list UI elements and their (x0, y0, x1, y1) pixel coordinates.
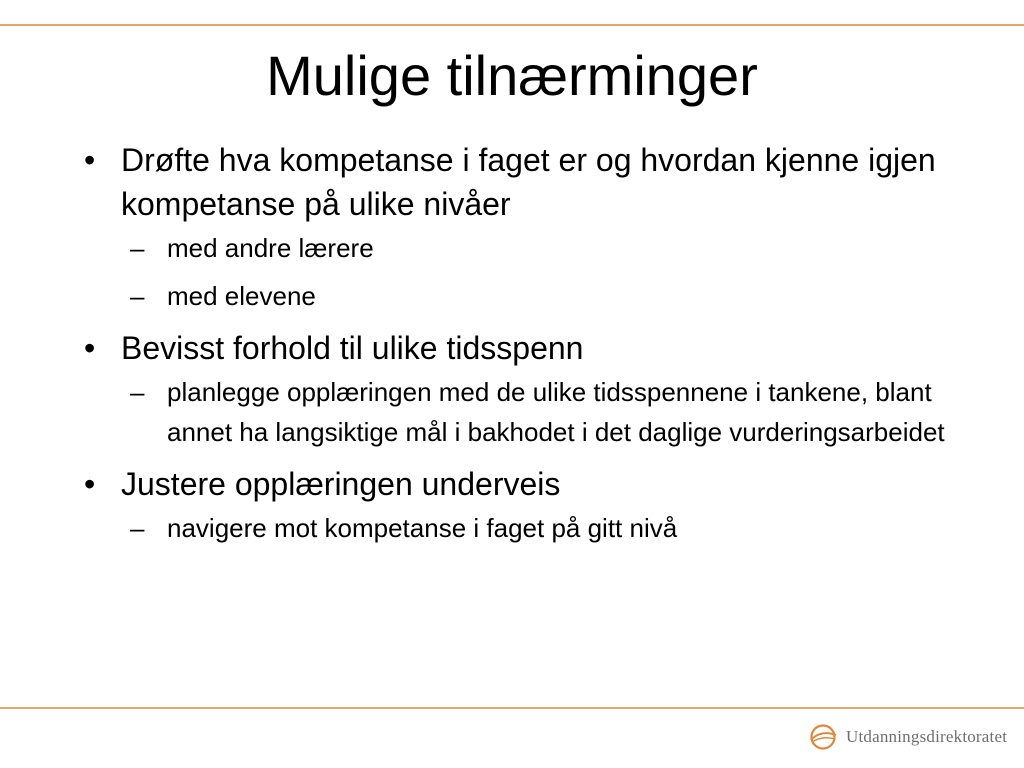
sub-bullet-marker: – (130, 281, 145, 311)
bullet-text: Bevisst forhold til ulike tidsspenn (121, 330, 584, 366)
bullet-item (80, 326, 980, 370)
slide-content (80, 138, 980, 548)
logo-text: Utdanningsdirektoratet (846, 727, 1008, 746)
logo-emblem-icon (808, 722, 838, 752)
bottom-divider (0, 707, 1024, 709)
sub-bullet-item (130, 372, 980, 452)
slide-title: Mulige tilnærminger (266, 44, 758, 107)
sub-bullet-marker: – (130, 233, 145, 263)
bullet-text: Justere opplæringen underveis (121, 466, 561, 502)
top-divider (0, 24, 1024, 26)
bullet-marker: • (84, 142, 96, 178)
sub-bullet-text: med elevene (167, 281, 316, 311)
sub-bullet-text: med andre lærere (167, 233, 374, 263)
sub-bullet-text: planlegge opplæringen med de ulike tidsspennene i tankene, blant annet ha langsiktige mål i bakhodet i det daglige vurderingsarbeidet (167, 377, 945, 447)
sub-bullet-marker: – (130, 513, 145, 543)
bullet-marker: • (84, 466, 96, 502)
sub-bullet-item (130, 508, 980, 548)
sub-bullet-text: navigere mot kompetanse i faget på gitt nivå (167, 513, 678, 543)
bullet-text: Drøfte hva kompetanse i faget er og hvordan kjenne igjen kompetanse på ulike nivåer (121, 142, 936, 222)
sub-bullet-item (130, 276, 980, 316)
sub-bullet-marker: – (130, 377, 145, 407)
sub-bullet-item (130, 228, 980, 268)
bullet-item (80, 462, 980, 506)
bullet-marker: • (84, 330, 96, 366)
utdanningsdirektoratet-logo (808, 716, 1007, 758)
bullet-item (80, 138, 980, 226)
